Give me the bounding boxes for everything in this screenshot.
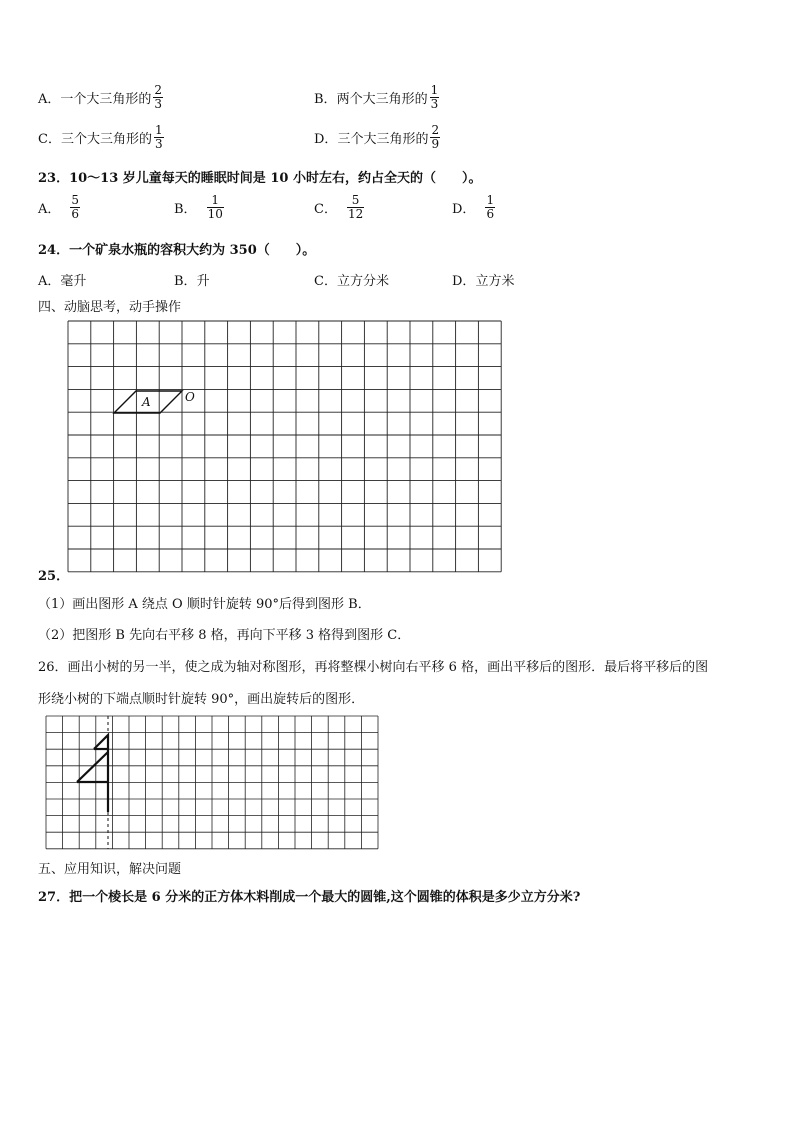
fraction: $\frac{1}{3}$ bbox=[430, 83, 439, 111]
option-letter: C． bbox=[314, 202, 337, 217]
q25-number: 25． bbox=[38, 569, 70, 584]
fraction: $\frac{5}{12}$ bbox=[347, 193, 364, 221]
option-letter: D． bbox=[452, 202, 476, 217]
q24-option-a[interactable]: A．毫升 bbox=[38, 274, 87, 289]
q25-sub2: （2）把图形 B 先向右平移 8 格，再向下平移 3 格得到图形 C． bbox=[38, 628, 411, 643]
option-letter: B． bbox=[174, 202, 197, 217]
q25-sub1: （1）画出图形 A 绕点 O 顺时针旋转 90°后得到图形 B． bbox=[38, 597, 371, 612]
q23-option-b[interactable] bbox=[174, 194, 224, 221]
q22-option-c[interactable] bbox=[38, 124, 164, 151]
q23-option-c[interactable] bbox=[314, 194, 364, 221]
q23-option-d[interactable] bbox=[452, 194, 495, 221]
q26-line2: 形绕小树的下端点顺时针旋转 90°，画出旋转后的图形． bbox=[38, 692, 365, 707]
option-letter: A． bbox=[38, 202, 61, 217]
point-o-label: O bbox=[185, 390, 195, 404]
option-letter: A． bbox=[38, 92, 61, 107]
fraction: $\frac{1}{6}$ bbox=[486, 193, 495, 221]
q23-option-a[interactable] bbox=[38, 194, 80, 221]
q24-option-c[interactable]: C．立方分米 bbox=[314, 274, 389, 289]
fraction: $\frac{1}{3}$ bbox=[154, 123, 163, 151]
fraction: $\frac{1}{10}$ bbox=[207, 193, 223, 221]
option-text: 三个大三角形的 bbox=[60, 132, 152, 147]
q22-option-b[interactable] bbox=[314, 84, 439, 111]
option-text: 一个大三角形的 bbox=[60, 92, 152, 107]
q22-option-a[interactable] bbox=[38, 84, 163, 111]
q24-option-b[interactable]: B．升 bbox=[174, 274, 210, 289]
option-text: 两个大三角形的 bbox=[336, 92, 428, 107]
section-four-title: 四、动脑思考，动手操作 bbox=[38, 300, 182, 315]
shape-a-label: A bbox=[142, 395, 151, 409]
q23-stem: 23．10～13 岁儿童每天的睡眠时间是 10 小时左右，约占全天的（ ）。 bbox=[38, 171, 482, 186]
q24-stem: 24．一个矿泉水瓶的容积大约为 350（ ）。 bbox=[38, 243, 316, 258]
q26-line1: 26．画出小树的另一半，使之成为轴对称图形，再将整棵小树向右平移 6 格，画出平移后的图形．最后将平移后的图 bbox=[38, 660, 709, 675]
option-letter: B． bbox=[314, 92, 337, 107]
half-tree bbox=[77, 735, 108, 812]
fraction: $\frac{2}{3}$ bbox=[154, 83, 163, 111]
fraction: $\frac{2}{9}$ bbox=[431, 123, 440, 151]
section-five-title: 五、应用知识，解决问题 bbox=[38, 862, 182, 877]
option-text: 三个大三角形的 bbox=[337, 132, 429, 147]
q27-stem: 27．把一个棱长是 6 分米的正方体木料削成一个最大的圆锥,这个圆锥的体积是多少立方分米? bbox=[38, 890, 581, 905]
option-letter: C． bbox=[38, 132, 61, 147]
q22-option-d[interactable] bbox=[314, 124, 440, 151]
q25-grid bbox=[68, 321, 502, 577]
q26-grid bbox=[46, 716, 380, 849]
fraction: $\frac{5}{6}$ bbox=[71, 193, 80, 221]
q24-option-d[interactable]: D．立方米 bbox=[452, 274, 515, 289]
option-letter: D． bbox=[314, 132, 338, 147]
